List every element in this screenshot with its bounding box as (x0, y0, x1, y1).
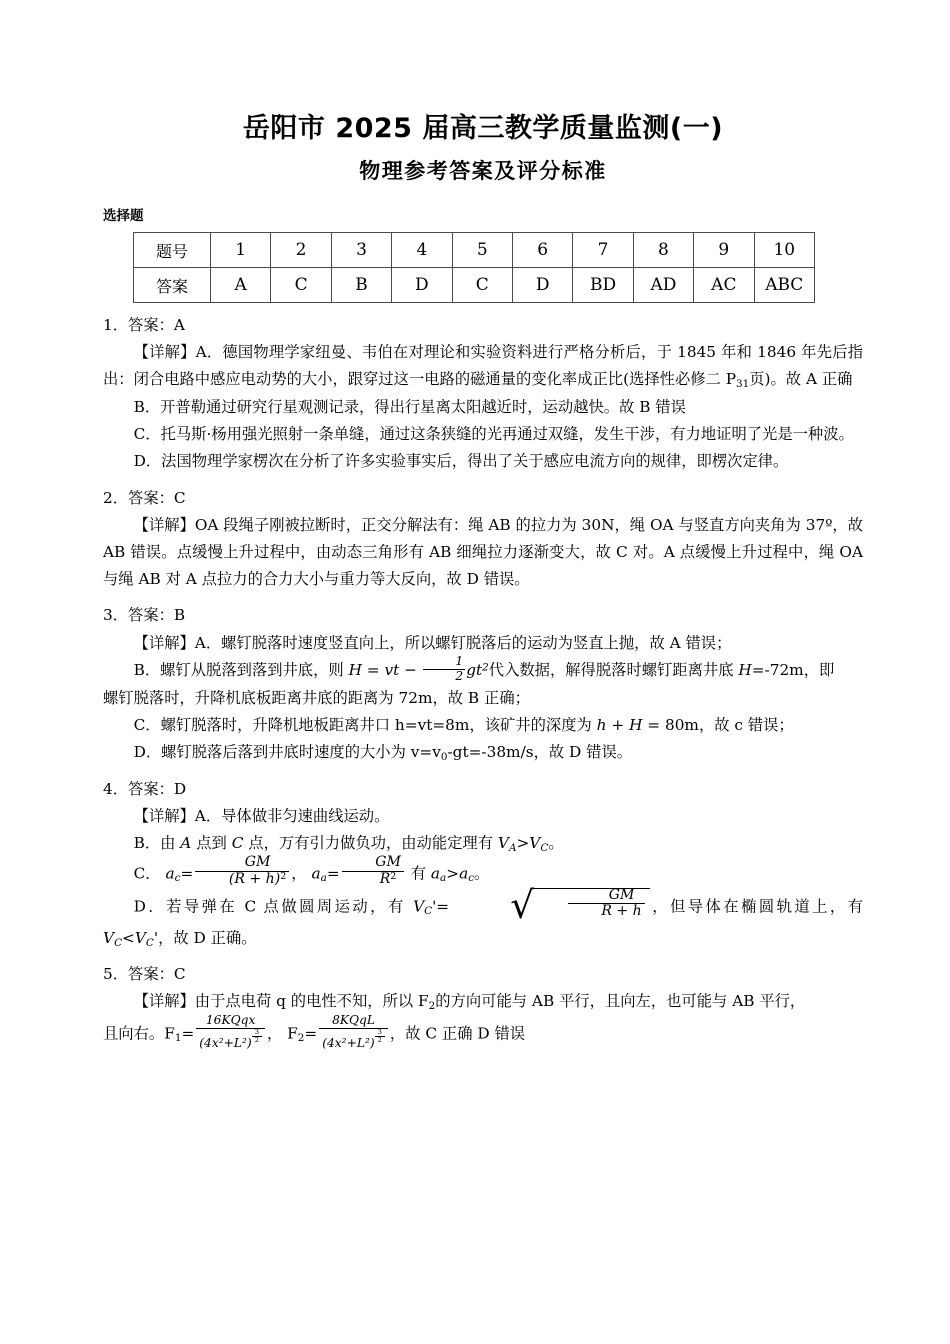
q4d-vc-sub: C (424, 905, 433, 918)
table-cell-qnum: 7 (573, 233, 633, 268)
q3d-post: -gt=-38m/s，故 D 错误。 (447, 743, 633, 762)
question-4-option-c: C． $a_c=$ $\frac{GM}{(R + h)^2}$ ， $a_a=$ $\frac{GM}{R^2}$ 有 $a_a>a_c$。 (133, 854, 490, 888)
table-cell-answer: AC (694, 268, 754, 303)
half-fraction: $\frac{1}{2}$ (423, 655, 465, 683)
q4d-vc: V (413, 897, 425, 916)
q5-line1-sub: 2 (428, 1000, 436, 1013)
q1-page-ref-suffix: 页)。故 A 正确 (749, 370, 853, 389)
q4b-pre: B．由 (133, 834, 181, 853)
fraction-f2 (319, 1014, 388, 1051)
f1-numerator: 16KQqx (196, 1014, 265, 1029)
table-cell-answer: C (452, 268, 512, 303)
question-3-option-a: 【详解】A．螺钉脱落时速度竖直向上，所以螺钉脱落后的运动为竖直上抛，故 A 错误； (133, 633, 732, 652)
q4d-vc-prime: '= (432, 897, 450, 916)
table-cell-qnum: 10 (754, 233, 814, 268)
radical-sign: √ (510, 883, 535, 928)
q3b-mid: 代入数据，解得脱落时螺钉距离井底 (488, 660, 739, 679)
question-3-option-b-wrap: 螺钉脱落时，升降机底板距离井底的距离为 72m，故 B 正确； (103, 688, 530, 707)
f2-numerator: 8KQqL (319, 1014, 388, 1029)
question-5-line2 (103, 1012, 863, 1053)
f1-exp-den: 2 (254, 1035, 259, 1044)
q4d-vc3: V (134, 928, 146, 947)
q4c-aa-sub: a (320, 871, 327, 884)
question-block-1 (103, 312, 863, 476)
table-cell-qnum: 4 (392, 233, 452, 268)
fraction-ac (195, 855, 289, 888)
table-cell-qnum: 2 (271, 233, 331, 268)
q4c-tail-aa: a (430, 863, 441, 882)
frac2-denominator: R (379, 871, 391, 888)
q5-sep: ， F (266, 1023, 298, 1042)
q4b-vc: V (529, 834, 541, 853)
q4c-ac: a (165, 863, 175, 882)
f1-exponent (252, 1029, 262, 1044)
q4c-tail-end: 。 (474, 863, 490, 882)
question-4-heading: 4．答案：D (103, 779, 187, 798)
q3b-var: H (738, 660, 752, 679)
question-2-explanation: 【详解】OA 段绳子刚被拉断时，正交分解法有：绳 AB 的拉力为 30N，绳 OA 与竖直方向夹角为 37º，故 AB 错误。点缓慢上升过程中，由动态三角形有 AB 细绳拉力逐渐变大，故 C 对。A 点缓慢上升过程中，绳 OA 与绳 AB 对 A 点拉力的合力大小与重力等大反向，故 D 错误。 (103, 515, 863, 589)
question-1-option-c: C．托马斯·杨用强光照射一条单缝，通过这条狭缝的光再通过双缝，发生干涉，有力地证明了光是一种波。 (133, 425, 854, 444)
f2-exp-den: 2 (377, 1035, 382, 1044)
section-label: 选择题 (103, 208, 144, 224)
table-cell-qnum: 8 (633, 233, 693, 268)
answer-table (133, 232, 815, 303)
f2-denominator: (4x²+L²) (322, 1035, 375, 1050)
table-cell-qnum: 1 (211, 233, 271, 268)
table-cell-answer: AD (633, 268, 693, 303)
question-3-heading: 3．答案：B (103, 606, 186, 625)
row-header-question: 题号 (134, 233, 211, 268)
answer-table-wrapper (103, 232, 863, 303)
question-5-line1 (103, 988, 863, 1015)
q1-page-ref-prefix: 二 P (705, 370, 737, 389)
q3d-pre: D．螺钉脱落后落到井底时速度的大小为 v=v (133, 743, 441, 762)
f1-denominator: (4x²+L²) (199, 1035, 252, 1050)
table-cell-answer: D (512, 268, 572, 303)
table-cell-qnum: 9 (694, 233, 754, 268)
question-block-4 (103, 776, 863, 952)
question-4-option-a: 【详解】A．导体做非匀速曲线运动。 (133, 806, 390, 825)
q4c-you: 有 (410, 863, 431, 882)
question-block-5 (103, 961, 863, 1052)
q4b-va-sub: A (508, 841, 517, 854)
question-1-explanation-a (103, 339, 863, 394)
fraction-f1 (196, 1014, 265, 1051)
sqrt-denominator: R + h (601, 903, 642, 920)
page-subtitle: 物理参考答案及评分标准 (359, 158, 607, 183)
q3c-pre: C．螺钉脱落时，升降机地板距离井口 h=vt=8m，该矿井的深度为 (133, 716, 597, 734)
q4c-ac-sub: c (174, 871, 181, 884)
f1-exp-num: 3 (252, 1029, 262, 1037)
q3d-sub: 0 (440, 751, 448, 764)
question-3-option-d (103, 739, 863, 766)
q3b-post: =-72m，即 (751, 660, 835, 679)
q4c-sep: ， (291, 863, 307, 882)
q4d-mid: ，但导体在椭圆轨道上，有 (649, 897, 863, 916)
q4d-prime2: ' (153, 928, 159, 947)
q4c-tail-aa-sub: a (440, 871, 447, 884)
fraction-aa (342, 855, 404, 888)
q4b-point-a: A (180, 834, 192, 853)
q5-line1-pre: 【详解】由于点电荷 q 的电性不知，所以 F (133, 992, 429, 1011)
q3b-formula: H = vt − $\frac{1}{2}$ $gt^2$ (348, 654, 489, 683)
table-cell-answer: ABC (754, 268, 814, 303)
table-cell-answer: A (211, 268, 271, 303)
q5-line2-pre: 且向右。F (103, 1023, 175, 1042)
row-header-answer: 答案 (134, 268, 211, 303)
frac-denominator: (R + h) (228, 871, 281, 888)
q4b-mid2: 点，万有引力做负功，由动能定理有 (243, 834, 498, 853)
sqrt-expression (449, 883, 650, 928)
f2-exp-num: 3 (375, 1029, 385, 1037)
q3b-pre: B．螺钉从脱落到落到井底，则 (133, 660, 349, 679)
q1-page-ref-sub: 31 (736, 378, 750, 391)
sqrt-numerator: GM (568, 888, 645, 905)
q5-eq2: = (304, 1023, 318, 1042)
q5-line2-post: ，故 C 正确 D 错误 (389, 1023, 526, 1042)
table-cell-answer: BD (573, 268, 633, 303)
table-row-answers (134, 268, 815, 303)
table-cell-qnum: 3 (331, 233, 391, 268)
q1-text-a: 【详解】A．德国物理学家纽曼、韦伯在对理论和实验资料进行严格分析后，于 1845 年和 1846 年先后指出：闭合电路中感应电动势的大小，跟穿过这一电路的磁通量的变化率成正比(选择性必修 (103, 343, 863, 389)
question-3-option-b (103, 654, 863, 685)
q4b-va: V (497, 834, 509, 853)
table-cell-qnum: 6 (512, 233, 572, 268)
question-1-heading: 1．答案：A (103, 316, 185, 334)
q4d-vc2-sub: C (114, 936, 123, 949)
q4c-label: C． (133, 863, 161, 882)
frac-den-exp: 2 (280, 871, 287, 883)
question-block-2 (103, 485, 863, 594)
frac-numerator: GM (195, 855, 289, 872)
table-cell-answer: C (271, 268, 331, 303)
question-1-option-d: D．法国物理学家楞次在分析了许多实验事实后，得出了关于感应电流方向的规律，即楞次定律。 (133, 452, 789, 471)
q5-eq1: = (181, 1023, 195, 1042)
q3c-formula: h + H = 80m (596, 716, 699, 734)
question-4-option-d (103, 883, 863, 952)
q3c-post: ，故 c 错误； (698, 716, 794, 734)
page-title: 岳阳市 2025 届高三教学质量监测(一) (242, 113, 724, 144)
q4b-post: 。 (548, 834, 564, 853)
q4c-tail-ac-sub: c (468, 871, 475, 884)
page-content (103, 0, 863, 1052)
q4d-lt: < (122, 928, 135, 947)
question-block-3 (103, 602, 863, 766)
q4c-tail-ac: a (459, 863, 469, 882)
frac2-den-exp: 2 (390, 871, 397, 883)
q4d-post: ，故 D 正确。 (158, 928, 257, 947)
q4d-vc3-sub: C (145, 936, 154, 949)
fraction-sqrt (568, 888, 645, 921)
q4c-tail-gt: > (446, 863, 460, 882)
q4b-gt: > (516, 834, 530, 853)
question-2-heading: 2．答案：C (103, 488, 186, 507)
table-row-question-numbers (134, 233, 815, 268)
q5-f1-sub: 1 (174, 1031, 182, 1044)
q4c-aa: a (311, 863, 321, 882)
table-cell-answer: D (392, 268, 452, 303)
table-cell-answer: B (331, 268, 391, 303)
question-1-option-b: B．开普勒通过研究行星观测记录，得出行星离太阳越近时，运动越快。故 B 错误 (133, 397, 686, 416)
question-3-option-c (103, 712, 863, 739)
f2-exponent (375, 1029, 385, 1044)
q4b-vc-sub: C (540, 841, 549, 854)
q4b-mid1: 点到 (191, 834, 232, 853)
q5-line1-post: 的方向可能与 AB 平行，且向左，也可能与 AB 平行， (435, 992, 806, 1011)
frac2-numerator: GM (342, 855, 404, 872)
q4d-pre: D．若导弹在 C 点做圆周运动，有 (133, 897, 414, 916)
q4b-point-c: C (231, 834, 244, 853)
q4c-eq: = (180, 863, 194, 882)
table-cell-qnum: 5 (452, 233, 512, 268)
question-5-heading: 5．答案：C (103, 965, 186, 983)
question-4-option-b (103, 830, 863, 857)
q5-f2-sub: 2 (297, 1031, 305, 1044)
q4d-vc2: V (103, 928, 115, 947)
